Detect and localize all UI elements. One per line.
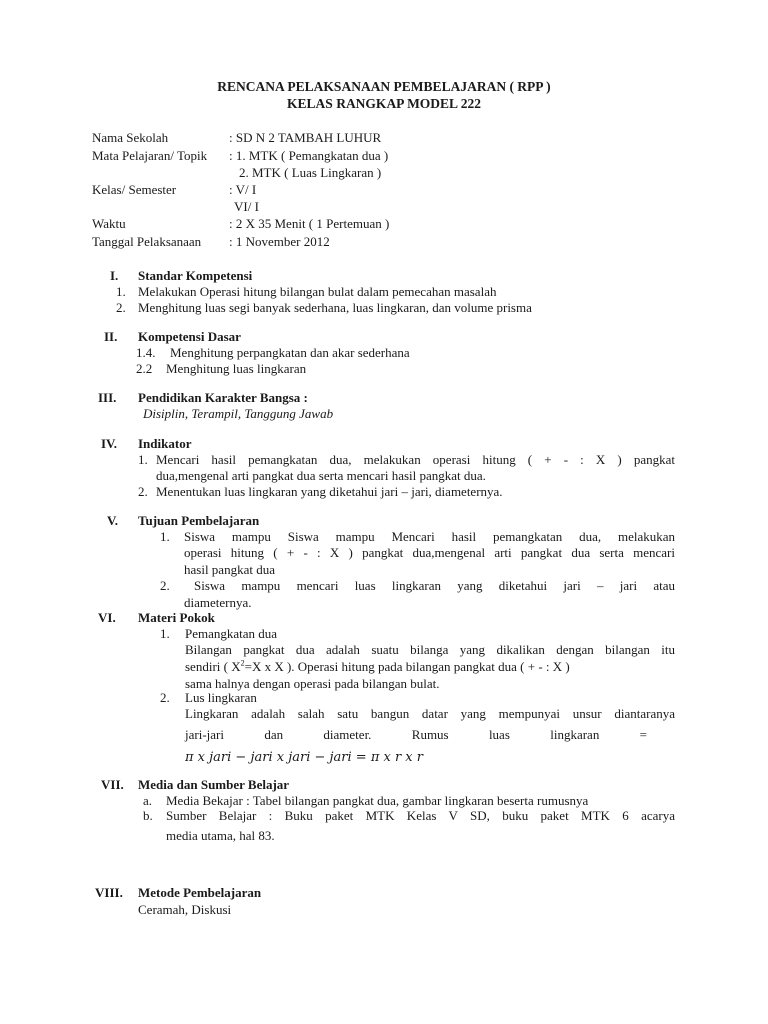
- section-7-item-b-line-1: Sumber Belajar : Buku paket MTK Kelas V SD, buku paket MTK 6 acarya: [166, 808, 675, 823]
- section-5-item-1-number: 1.: [160, 529, 170, 544]
- exponent-2: 2: [240, 658, 245, 668]
- section-3-number: III.: [98, 390, 117, 405]
- section-6-item-1-line-1: Bilangan pangkat dua adalah suatu bilanga yang dikalikan dengan bilangan itu: [185, 642, 675, 657]
- section-5-number: V.: [107, 513, 118, 528]
- info-label-date: Tanggal Pelaksanaan: [92, 234, 202, 249]
- info-label-time: Waktu: [92, 216, 126, 231]
- section-8-number: VIII.: [95, 885, 123, 900]
- section-6-item-1-number: 1.: [160, 626, 170, 641]
- section-6-number: VI.: [98, 610, 116, 625]
- info-value-subject-2: 2. MTK ( Luas Lingkaran ): [239, 165, 382, 180]
- info-label-school: Nama Sekolah: [92, 130, 169, 145]
- section-7-title: Media dan Sumber Belajar: [138, 777, 290, 792]
- section-6-item-1-line-2: [185, 659, 675, 675]
- section-5-item-1-line-3: hasil pangkat dua: [184, 562, 275, 577]
- section-2-item-2: Menghitung luas lingkaran: [166, 361, 307, 376]
- area-formula: π x jari − jari x jari − jari = π x r x r: [185, 750, 423, 765]
- section-2-item-1: Menghitung perpangkatan dan akar sederhana: [170, 345, 410, 360]
- document-title: RENCANA PELAKSANAAN PEMBELAJARAN ( RPP ): [217, 79, 551, 94]
- info-value-date: : 1 November 2012: [229, 234, 330, 249]
- section-6-title: Materi Pokok: [138, 610, 215, 625]
- section-5-item-2-line-2: diameternya.: [184, 595, 252, 610]
- section-7-item-a-letter: a.: [143, 793, 153, 808]
- section-6-item-2-line-2: jari-jari dan diameter. Rumus luas lingkaran =: [185, 727, 647, 742]
- info-value-time: : 2 X 35 Menit ( 1 Pertemuan ): [229, 216, 390, 231]
- section-6-item-2-title: Lus lingkaran: [185, 690, 257, 705]
- info-value-school: : SD N 2 TAMBAH LUHUR: [229, 130, 382, 145]
- section-5-title: Tujuan Pembelajaran: [138, 513, 260, 528]
- section-1-item-1-number: 1.: [116, 284, 126, 299]
- section-6-item-1-line-2-b: =X x X ). Operasi hitung pada bilangan pangkat dua ( + - : X ): [244, 659, 570, 674]
- section-1-item-1: Melakukan Operasi hitung bilangan bulat dalam pemecahan masalah: [138, 284, 497, 299]
- section-6-item-1-line-2-a: sendiri ( X: [185, 659, 241, 674]
- info-label-class: Kelas/ Semester: [92, 182, 177, 197]
- section-4-item-1-line-2: dua,mengenal arti pangkat dua serta mencari hasil pangkat dua.: [156, 468, 486, 483]
- section-5-item-2-number: 2.: [160, 578, 170, 593]
- section-1-item-2-number: 2.: [116, 300, 126, 315]
- info-value-class: : V/ I: [229, 182, 257, 197]
- section-3-text: Disiplin, Terampil, Tanggung Jawab: [143, 406, 334, 421]
- info-value-subject: : 1. MTK ( Pemangkatan dua ): [229, 148, 389, 163]
- section-6-item-2-number: 2.: [160, 690, 170, 705]
- section-1-item-2: Menghitung luas segi banyak sederhana, luas lingkaran, dan volume prisma: [138, 300, 532, 315]
- section-6-item-2-line-1: Lingkaran adalah salah satu bangun datar yang mempunyai unsur diantaranya: [185, 706, 675, 721]
- section-1-title: Standar Kompetensi: [138, 268, 253, 283]
- section-6-item-1-line-2-start: [185, 659, 570, 675]
- section-5-item-1-line-1: Siswa mampu Siswa mampu Mencari hasil pemangkatan dua, melakukan: [184, 529, 675, 544]
- section-2-title: Kompetensi Dasar: [138, 329, 241, 344]
- section-6-item-1-line-3: sama halnya dengan operasi pada bilangan bulat.: [185, 676, 440, 691]
- section-3-title: Pendidikan Karakter Bangsa :: [138, 390, 308, 405]
- section-8-title: Metode Pembelajaran: [138, 885, 262, 900]
- info-label-subject: Mata Pelajaran/ Topik: [92, 148, 208, 163]
- section-4-item-1-number: 1.: [138, 452, 148, 467]
- section-5-item-2-line-1: Siswa mampu mencari luas lingkaran yang diketahui jari – jari atau: [194, 578, 675, 593]
- section-8-text: Ceramah, Diskusi: [138, 902, 232, 917]
- section-6-item-1-title: Pemangkatan dua: [185, 626, 278, 641]
- section-7-item-b-letter: b.: [143, 808, 153, 823]
- info-value-class-2: VI/ I: [234, 199, 259, 214]
- section-4-item-2: Menentukan luas lingkaran yang diketahui jari – jari, diameternya.: [156, 484, 503, 499]
- section-7-item-b-line-2: media utama, hal 83.: [166, 828, 275, 843]
- section-4-title: Indikator: [138, 436, 192, 451]
- section-2-number: II.: [104, 329, 118, 344]
- section-7-item-a: Media Bekajar : Tabel bilangan pangkat dua, gambar lingkaran beserta rumusnya: [166, 793, 589, 808]
- section-7-number: VII.: [101, 777, 124, 792]
- section-2-item-2-number: 2.2: [136, 361, 153, 376]
- section-4-item-1-line-1: Mencari hasil pemangkatan dua, melakukan operasi hitung ( + - : X ) pangkat: [156, 452, 675, 467]
- section-1-number: I.: [110, 268, 119, 283]
- section-5-item-1-line-2: operasi hitung ( + - : X ) pangkat dua,mengenal arti pangkat dua serta mencari: [184, 545, 675, 560]
- section-4-item-2-number: 2.: [138, 484, 148, 499]
- document-subtitle: KELAS RANGKAP MODEL 222: [287, 96, 481, 111]
- section-4-number: IV.: [101, 436, 118, 451]
- section-2-item-1-number: 1.4.: [136, 345, 156, 360]
